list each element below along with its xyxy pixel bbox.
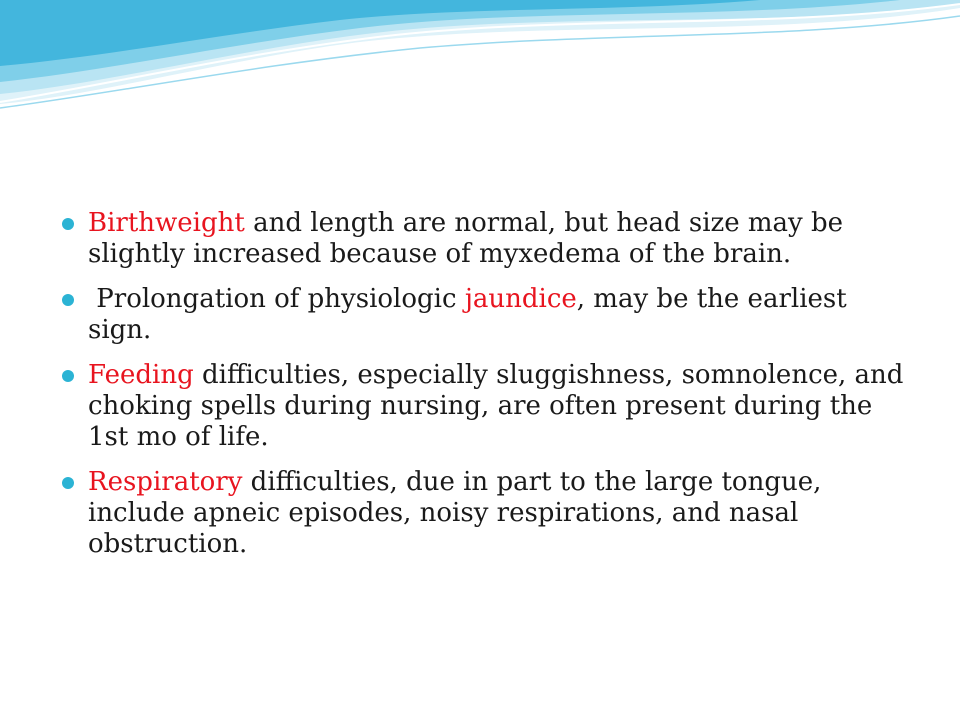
bullet-keyword: jaundice <box>464 284 577 314</box>
bullet-dot-icon <box>62 218 74 230</box>
bullet-text: , may be the earliest sign. <box>88 284 847 345</box>
bullet-dot-icon <box>62 370 74 382</box>
bullet-keyword: Respiratory <box>88 467 243 497</box>
bullet-text: and length are normal, but head size may be slightly increased because of myxedema of the brain. <box>88 208 844 269</box>
bullet-item-jaundice <box>62 284 912 346</box>
header-wave-decoration <box>0 0 960 120</box>
bullet-item-birthweight <box>62 208 912 270</box>
bullet-keyword: Feeding <box>88 360 194 390</box>
bullet-text: difficulties, especially sluggishness, somnolence, and choking spells during nursing, are often present during the 1st mo of life. <box>88 360 904 452</box>
bullet-dot-icon <box>62 477 74 489</box>
slide-content <box>62 208 912 574</box>
bullet-prefix: Prolongation of physiologic <box>88 284 465 314</box>
bullet-dot-icon <box>62 294 74 306</box>
bullet-keyword: Birthweight <box>88 208 245 238</box>
bullet-list <box>62 208 912 560</box>
bullet-text: difficulties, due in part to the large tongue, include apneic episodes, noisy respirations, and nasal obstruction. <box>88 467 822 559</box>
bullet-item-feeding <box>62 360 912 453</box>
bullet-item-respiratory <box>62 467 912 560</box>
